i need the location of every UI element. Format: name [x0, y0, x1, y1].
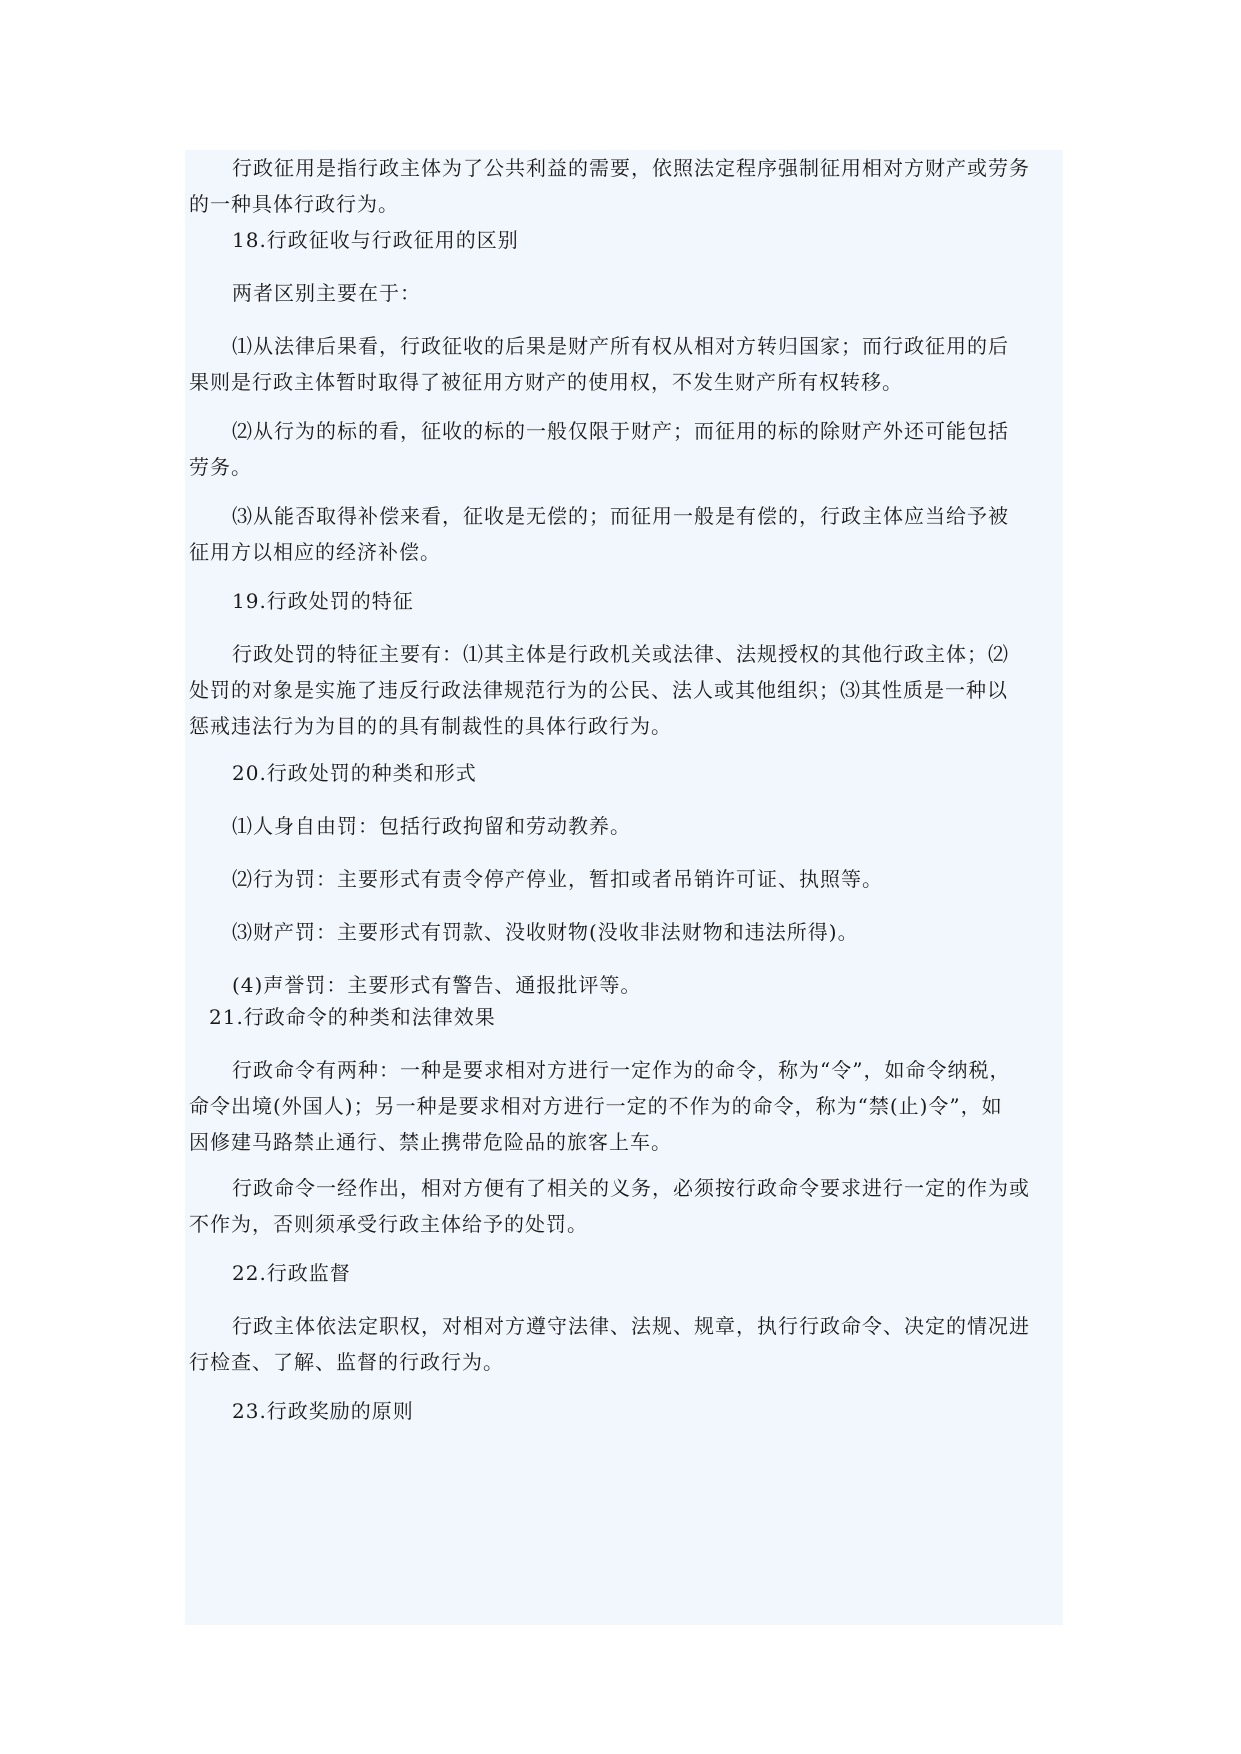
text-line: 不作为，否则须承受行政主体给予的处罚。	[189, 1212, 588, 1236]
text-line: ⑶财产罚：主要形式有罚款、没收财物(没收非法财物和违法所得)。	[232, 920, 859, 944]
paragraph-difference-1	[189, 328, 1059, 400]
heading-text: 18.行政征收与行政征用的区别	[232, 228, 519, 252]
text-line: 处罚的对象是实施了违反行政法律规范行为的公民、法人或其他组织；⑶其性质是一种以	[189, 678, 1008, 702]
text-line: 劳务。	[189, 455, 252, 479]
text-line: 因修建马路禁止通行、禁止携带危险品的旅客上车。	[189, 1130, 672, 1154]
text-line: 行政征用是指行政主体为了公共利益的需要，依照法定程序强制征用相对方财产或劳务	[232, 156, 1030, 180]
paragraph-penalty-type-2	[189, 861, 1059, 897]
text-line: ⑴从法律后果看，行政征收的后果是财产所有权从相对方转归国家；而行政征用的后	[232, 334, 1009, 358]
text-line: ⑵行为罚：主要形式有责令停产停业，暂扣或者吊销许可证、执照等。	[232, 867, 883, 891]
heading-section-21	[189, 999, 1059, 1035]
text-line: 的一种具体行政行为。	[189, 192, 399, 216]
heading-section-18	[189, 222, 1059, 258]
heading-section-23	[189, 1393, 1059, 1429]
text-line: 惩戒违法行为为目的的具有制裁性的具体行政行为。	[189, 714, 672, 738]
paragraph-penalty-type-1	[189, 808, 1059, 844]
paragraph-penalty-characteristics	[189, 636, 1059, 744]
heading-text: 22.行政监督	[232, 1261, 351, 1285]
paragraph-penalty-type-4	[189, 967, 1059, 1003]
heading-section-19	[189, 583, 1059, 619]
heading-text: 20.行政处罚的种类和形式	[232, 761, 477, 785]
text-line: 行政主体依法定职权，对相对方遵守法律、法规、规章，执行行政命令、决定的情况进	[232, 1314, 1030, 1338]
text-line: 征用方以相应的经济补偿。	[189, 540, 441, 564]
text-line: 行政处罚的特征主要有：⑴其主体是行政机关或法律、法规授权的其他行政主体；⑵	[232, 642, 1009, 666]
text-line: 两者区别主要在于：	[232, 281, 421, 305]
paragraph-order-types	[189, 1052, 1059, 1160]
text-line: ⑵从行为的标的看，征收的标的一般仅限于财产；而征用的标的除财产外还可能包括	[232, 419, 1009, 443]
paragraph-differences-intro	[189, 275, 1059, 311]
text-line: 行政命令有两种：一种是要求相对方进行一定作为的命令，称为“令”，如命令纳税，	[232, 1058, 1011, 1082]
paragraph-order-effect	[189, 1170, 1059, 1242]
text-line: 果则是行政主体暂时取得了被征用方财产的使用权，不发生财产所有权转移。	[189, 370, 903, 394]
text-line: 命令出境(外国人)；另一种是要求相对方进行一定的不作为的命令，称为“禁(止)令”，如	[189, 1094, 1003, 1118]
text-line: 行检查、了解、监督的行政行为。	[189, 1350, 504, 1374]
text-line: ⑴人身自由罚：包括行政拘留和劳动教养。	[232, 814, 631, 838]
paragraph-supervision-definition	[189, 1308, 1059, 1380]
paragraph-difference-3	[189, 498, 1059, 570]
paragraph-administrative-requisition-definition	[189, 150, 1059, 222]
heading-text: 19.行政处罚的特征	[232, 589, 414, 613]
heading-text: 21.行政命令的种类和法律效果	[209, 1005, 496, 1029]
text-line: (4)声誉罚：主要形式有警告、通报批评等。	[232, 973, 642, 997]
heading-section-22	[189, 1255, 1059, 1291]
paragraph-penalty-type-3	[189, 914, 1059, 950]
text-line: 行政命令一经作出，相对方便有了相关的义务，必须按行政命令要求进行一定的作为或	[232, 1176, 1030, 1200]
text-line: ⑶从能否取得补偿来看，征收是无偿的；而征用一般是有偿的，行政主体应当给予被	[232, 504, 1009, 528]
heading-text: 23.行政奖励的原则	[232, 1399, 414, 1423]
document-page	[185, 150, 1063, 1625]
heading-section-20	[189, 755, 1059, 791]
paragraph-difference-2	[189, 413, 1059, 485]
